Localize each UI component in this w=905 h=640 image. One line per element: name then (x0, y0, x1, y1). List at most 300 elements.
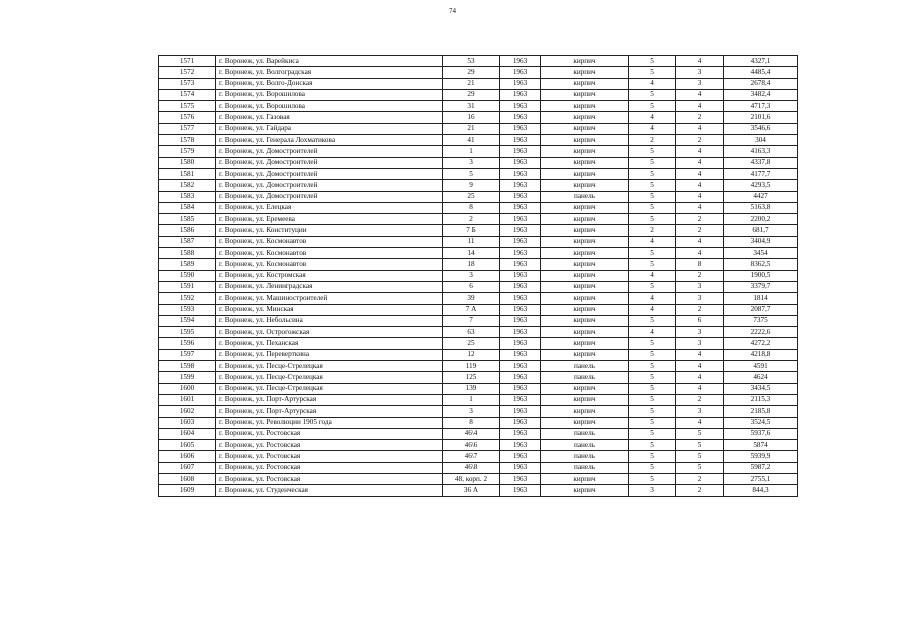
address-cell: г. Воронеж, ул. Машиностроителей (216, 293, 443, 304)
house-number-cell: 5 (443, 168, 500, 179)
house-number-cell: 18 (443, 259, 500, 270)
wall-material-cell: кирпич (541, 327, 629, 338)
entrances-cell: 5 (676, 440, 724, 451)
address-cell: г. Воронеж, ул. Минская (216, 304, 443, 315)
table-row (159, 225, 798, 236)
address-cell: г. Воронеж, ул. Гайдара (216, 123, 443, 134)
table-row (159, 281, 798, 292)
wall-material-cell: кирпич (541, 259, 629, 270)
area-cell: 304 (724, 135, 798, 146)
wall-material-cell: кирпич (541, 281, 629, 292)
row-number-cell: 1574 (159, 89, 216, 100)
area-cell: 1814 (724, 293, 798, 304)
entrances-cell: 4 (676, 236, 724, 247)
row-number-cell: 1606 (159, 451, 216, 462)
entrances-cell: 3 (676, 78, 724, 89)
table-row (159, 327, 798, 338)
row-number-cell: 1578 (159, 135, 216, 146)
house-number-cell: 48, корп. 2 (443, 473, 500, 484)
address-cell: г. Воронеж, ул. Волго-Донская (216, 78, 443, 89)
address-cell: г. Воронеж, ул. Варейкиса (216, 56, 443, 67)
entrances-cell: 4 (676, 123, 724, 134)
floors-cell: 5 (629, 361, 676, 372)
area-cell: 4327,1 (724, 56, 798, 67)
house-number-cell: 39 (443, 293, 500, 304)
address-cell: г. Воронеж, ул. Костромская (216, 270, 443, 281)
wall-material-cell: кирпич (541, 89, 629, 100)
year-built-cell: 1963 (500, 236, 541, 247)
area-cell: 4163,3 (724, 146, 798, 157)
house-number-cell: 3 (443, 157, 500, 168)
floors-cell: 5 (629, 281, 676, 292)
row-number-cell: 1609 (159, 485, 216, 496)
wall-material-cell: кирпич (541, 180, 629, 191)
floors-cell: 5 (629, 315, 676, 326)
address-cell: г. Воронеж, ул. Елецкая (216, 202, 443, 213)
floors-cell: 5 (629, 406, 676, 417)
year-built-cell: 1963 (500, 327, 541, 338)
entrances-cell: 5 (676, 428, 724, 439)
area-cell: 2185,8 (724, 406, 798, 417)
house-number-cell: 2 (443, 214, 500, 225)
floors-cell: 4 (629, 236, 676, 247)
area-cell: 2678,4 (724, 78, 798, 89)
entrances-cell: 4 (676, 191, 724, 202)
area-cell: 5939,9 (724, 451, 798, 462)
area-cell: 4337,8 (724, 157, 798, 168)
row-number-cell: 1586 (159, 225, 216, 236)
house-number-cell: 7 А (443, 304, 500, 315)
floors-cell: 4 (629, 327, 676, 338)
year-built-cell: 1963 (500, 123, 541, 134)
table-row (159, 428, 798, 439)
house-number-cell: 53 (443, 56, 500, 67)
address-cell: г. Воронеж, ул. Ростовская (216, 440, 443, 451)
address-cell: г. Воронеж, ул. Домостроителей (216, 157, 443, 168)
wall-material-cell: кирпич (541, 135, 629, 146)
wall-material-cell: кирпич (541, 473, 629, 484)
table-row (159, 236, 798, 247)
row-number-cell: 1594 (159, 315, 216, 326)
entrances-cell: 3 (676, 281, 724, 292)
entrances-cell: 6 (676, 315, 724, 326)
floors-cell: 5 (629, 428, 676, 439)
table-row (159, 214, 798, 225)
floors-cell: 5 (629, 214, 676, 225)
address-cell: г. Воронеж, ул. Порт-Артурская (216, 406, 443, 417)
row-number-cell: 1608 (159, 473, 216, 484)
row-number-cell: 1599 (159, 372, 216, 383)
row-number-cell: 1571 (159, 56, 216, 67)
table-row (159, 146, 798, 157)
area-cell: 5987,2 (724, 462, 798, 473)
year-built-cell: 1963 (500, 259, 541, 270)
year-built-cell: 1963 (500, 451, 541, 462)
entrances-cell: 4 (676, 383, 724, 394)
table-row (159, 270, 798, 281)
entrances-cell: 8 (676, 259, 724, 270)
row-number-cell: 1601 (159, 394, 216, 405)
floors-cell: 5 (629, 394, 676, 405)
floors-cell: 5 (629, 259, 676, 270)
area-cell: 3379,7 (724, 281, 798, 292)
address-cell: г. Воронеж, ул. Песце-Стрелецкая (216, 361, 443, 372)
year-built-cell: 1963 (500, 440, 541, 451)
wall-material-cell: панель (541, 361, 629, 372)
row-number-cell: 1573 (159, 78, 216, 89)
floors-cell: 4 (629, 78, 676, 89)
year-built-cell: 1963 (500, 180, 541, 191)
table-row (159, 101, 798, 112)
row-number-cell: 1588 (159, 248, 216, 259)
table-row (159, 191, 798, 202)
area-cell: 4272,2 (724, 338, 798, 349)
table-row (159, 168, 798, 179)
floors-cell: 5 (629, 191, 676, 202)
house-number-cell: 21 (443, 78, 500, 89)
wall-material-cell: кирпич (541, 236, 629, 247)
wall-material-cell: кирпич (541, 349, 629, 360)
floors-cell: 2 (629, 225, 676, 236)
table-row (159, 383, 798, 394)
address-cell: г. Воронеж, ул. Переверткина (216, 349, 443, 360)
house-number-cell: 29 (443, 67, 500, 78)
entrances-cell: 4 (676, 168, 724, 179)
house-number-cell: 31 (443, 101, 500, 112)
year-built-cell: 1963 (500, 281, 541, 292)
floors-cell: 2 (629, 135, 676, 146)
address-cell: г. Воронеж, ул. Порт-Артурская (216, 394, 443, 405)
row-number-cell: 1587 (159, 236, 216, 247)
area-cell: 5163,8 (724, 202, 798, 213)
address-cell: г. Воронеж, ул. Ростовская (216, 428, 443, 439)
row-number-cell: 1575 (159, 101, 216, 112)
entrances-cell: 3 (676, 293, 724, 304)
floors-cell: 5 (629, 383, 676, 394)
floors-cell: 5 (629, 89, 676, 100)
table-row (159, 180, 798, 191)
address-cell: г. Воронеж, ул. Волгоградская (216, 67, 443, 78)
row-number-cell: 1577 (159, 123, 216, 134)
floors-cell: 5 (629, 338, 676, 349)
area-cell: 2087,7 (724, 304, 798, 315)
entrances-cell: 4 (676, 157, 724, 168)
address-cell: г. Воронеж, ул. Песце-Стрелецкая (216, 383, 443, 394)
address-cell: г. Воронеж, ул. Домостроителей (216, 180, 443, 191)
year-built-cell: 1963 (500, 462, 541, 473)
area-cell: 2115,3 (724, 394, 798, 405)
row-number-cell: 1589 (159, 259, 216, 270)
wall-material-cell: панель (541, 428, 629, 439)
year-built-cell: 1963 (500, 89, 541, 100)
floors-cell: 4 (629, 270, 676, 281)
floors-cell: 5 (629, 473, 676, 484)
floors-cell: 5 (629, 462, 676, 473)
wall-material-cell: кирпич (541, 225, 629, 236)
area-cell: 3404,9 (724, 236, 798, 247)
area-cell: 681,7 (724, 225, 798, 236)
house-number-cell: 46\7 (443, 451, 500, 462)
wall-material-cell: кирпич (541, 67, 629, 78)
row-number-cell: 1607 (159, 462, 216, 473)
row-number-cell: 1600 (159, 383, 216, 394)
wall-material-cell: кирпич (541, 146, 629, 157)
area-cell: 4218,8 (724, 349, 798, 360)
entrances-cell: 4 (676, 180, 724, 191)
year-built-cell: 1963 (500, 315, 541, 326)
house-number-cell: 25 (443, 338, 500, 349)
table-row (159, 462, 798, 473)
wall-material-cell: кирпич (541, 56, 629, 67)
floors-cell: 5 (629, 157, 676, 168)
entrances-cell: 4 (676, 417, 724, 428)
table-row (159, 157, 798, 168)
floors-cell: 4 (629, 293, 676, 304)
wall-material-cell: кирпич (541, 315, 629, 326)
table-row (159, 248, 798, 259)
address-cell: г. Воронеж, ул. Генерала Лохматикова (216, 135, 443, 146)
house-number-cell: 3 (443, 270, 500, 281)
area-cell: 4427 (724, 191, 798, 202)
year-built-cell: 1963 (500, 146, 541, 157)
area-cell: 2200,2 (724, 214, 798, 225)
row-number-cell: 1592 (159, 293, 216, 304)
year-built-cell: 1963 (500, 406, 541, 417)
table-row (159, 293, 798, 304)
table-row (159, 372, 798, 383)
address-cell: г. Воронеж, ул. Студенческая (216, 485, 443, 496)
area-cell: 844,3 (724, 485, 798, 496)
floors-cell: 5 (629, 349, 676, 360)
entrances-cell: 4 (676, 146, 724, 157)
house-number-cell: 46\8 (443, 462, 500, 473)
area-cell: 3546,6 (724, 123, 798, 134)
year-built-cell: 1963 (500, 394, 541, 405)
wall-material-cell: панель (541, 372, 629, 383)
year-built-cell: 1963 (500, 473, 541, 484)
house-number-cell: 29 (443, 89, 500, 100)
house-number-cell: 7 (443, 315, 500, 326)
floors-cell: 5 (629, 146, 676, 157)
year-built-cell: 1963 (500, 349, 541, 360)
table-row (159, 202, 798, 213)
floors-cell: 3 (629, 485, 676, 496)
wall-material-cell: кирпич (541, 383, 629, 394)
address-cell: г. Воронеж, ул. Ленинградская (216, 281, 443, 292)
row-number-cell: 1605 (159, 440, 216, 451)
table-row (159, 406, 798, 417)
row-number-cell: 1602 (159, 406, 216, 417)
table-row (159, 123, 798, 134)
floors-cell: 5 (629, 202, 676, 213)
address-cell: г. Воронеж, ул. Ворошилова (216, 89, 443, 100)
page-number: 74 (449, 7, 456, 15)
table-row (159, 417, 798, 428)
year-built-cell: 1963 (500, 101, 541, 112)
house-number-cell: 9 (443, 180, 500, 191)
year-built-cell: 1963 (500, 202, 541, 213)
year-built-cell: 1963 (500, 225, 541, 236)
table-row (159, 394, 798, 405)
table-row (159, 135, 798, 146)
address-cell: г. Воронеж, ул. Домостроителей (216, 191, 443, 202)
area-cell: 2222,6 (724, 327, 798, 338)
entrances-cell: 4 (676, 101, 724, 112)
house-number-cell: 63 (443, 327, 500, 338)
area-cell: 4485,4 (724, 67, 798, 78)
table-row (159, 78, 798, 89)
house-number-cell: 139 (443, 383, 500, 394)
row-number-cell: 1596 (159, 338, 216, 349)
house-number-cell: 16 (443, 112, 500, 123)
table-row (159, 315, 798, 326)
wall-material-cell: панель (541, 191, 629, 202)
floors-cell: 5 (629, 67, 676, 78)
table-row (159, 361, 798, 372)
floors-cell: 4 (629, 123, 676, 134)
year-built-cell: 1963 (500, 67, 541, 78)
area-cell: 4177,7 (724, 168, 798, 179)
area-cell: 2101,6 (724, 112, 798, 123)
area-cell: 3482,4 (724, 89, 798, 100)
wall-material-cell: кирпич (541, 157, 629, 168)
row-number-cell: 1591 (159, 281, 216, 292)
entrances-cell: 3 (676, 67, 724, 78)
table-row (159, 112, 798, 123)
row-number-cell: 1576 (159, 112, 216, 123)
entrances-cell: 2 (676, 135, 724, 146)
row-number-cell: 1590 (159, 270, 216, 281)
area-cell: 8362,5 (724, 259, 798, 270)
house-number-cell: 7 Б (443, 225, 500, 236)
entrances-cell: 3 (676, 338, 724, 349)
entrances-cell: 2 (676, 112, 724, 123)
house-number-cell: 6 (443, 281, 500, 292)
house-number-cell: 25 (443, 191, 500, 202)
row-number-cell: 1603 (159, 417, 216, 428)
year-built-cell: 1963 (500, 383, 541, 394)
house-number-cell: 36 А (443, 485, 500, 496)
area-cell: 5874 (724, 440, 798, 451)
house-number-cell: 1 (443, 394, 500, 405)
wall-material-cell: кирпич (541, 270, 629, 281)
area-cell: 2755,1 (724, 473, 798, 484)
area-cell: 7375 (724, 315, 798, 326)
year-built-cell: 1963 (500, 248, 541, 259)
wall-material-cell: кирпич (541, 202, 629, 213)
row-number-cell: 1598 (159, 361, 216, 372)
address-cell: г. Воронеж, ул. Домостроителей (216, 168, 443, 179)
row-number-cell: 1581 (159, 168, 216, 179)
wall-material-cell: кирпич (541, 406, 629, 417)
row-number-cell: 1604 (159, 428, 216, 439)
wall-material-cell: кирпич (541, 123, 629, 134)
entrances-cell: 3 (676, 406, 724, 417)
wall-material-cell: панель (541, 451, 629, 462)
row-number-cell: 1585 (159, 214, 216, 225)
year-built-cell: 1963 (500, 78, 541, 89)
row-number-cell: 1597 (159, 349, 216, 360)
row-number-cell: 1582 (159, 180, 216, 191)
address-cell: г. Воронеж, ул. Революции 1905 года (216, 417, 443, 428)
year-built-cell: 1963 (500, 417, 541, 428)
wall-material-cell: кирпич (541, 248, 629, 259)
year-built-cell: 1963 (500, 191, 541, 202)
wall-material-cell: кирпич (541, 338, 629, 349)
floors-cell: 4 (629, 304, 676, 315)
address-cell: г. Воронеж, ул. Ростовская (216, 473, 443, 484)
house-number-cell: 21 (443, 123, 500, 134)
wall-material-cell: панель (541, 462, 629, 473)
floors-cell: 5 (629, 417, 676, 428)
address-cell: г. Воронеж, ул. Космонавтов (216, 259, 443, 270)
wall-material-cell: кирпич (541, 293, 629, 304)
year-built-cell: 1963 (500, 168, 541, 179)
entrances-cell: 2 (676, 270, 724, 281)
year-built-cell: 1963 (500, 428, 541, 439)
address-cell: г. Воронеж, ул. Ворошилова (216, 101, 443, 112)
floors-cell: 5 (629, 248, 676, 259)
table-row (159, 473, 798, 484)
entrances-cell: 4 (676, 349, 724, 360)
year-built-cell: 1963 (500, 304, 541, 315)
year-built-cell: 1963 (500, 338, 541, 349)
year-built-cell: 1963 (500, 361, 541, 372)
address-cell: г. Воронеж, ул. Ростовская (216, 462, 443, 473)
area-cell: 3454 (724, 248, 798, 259)
housing-registry-table (158, 55, 798, 497)
wall-material-cell: кирпич (541, 112, 629, 123)
table-body (159, 56, 798, 497)
row-number-cell: 1583 (159, 191, 216, 202)
wall-material-cell: кирпич (541, 417, 629, 428)
address-cell: г. Воронеж, ул. Ростовская (216, 451, 443, 462)
floors-cell: 5 (629, 168, 676, 179)
area-cell: 5937,6 (724, 428, 798, 439)
entrances-cell: 2 (676, 225, 724, 236)
house-number-cell: 11 (443, 236, 500, 247)
row-number-cell: 1593 (159, 304, 216, 315)
table-row (159, 259, 798, 270)
floors-cell: 5 (629, 101, 676, 112)
house-number-cell: 1 (443, 146, 500, 157)
area-cell: 4591 (724, 361, 798, 372)
entrances-cell: 4 (676, 361, 724, 372)
floors-cell: 5 (629, 451, 676, 462)
entrances-cell: 2 (676, 485, 724, 496)
house-number-cell: 14 (443, 248, 500, 259)
entrances-cell: 4 (676, 372, 724, 383)
address-cell: г. Воронеж, ул. Конституции (216, 225, 443, 236)
house-number-cell: 125 (443, 372, 500, 383)
entrances-cell: 5 (676, 451, 724, 462)
address-cell: г. Воронеж, ул. Еремеева (216, 214, 443, 225)
year-built-cell: 1963 (500, 485, 541, 496)
house-number-cell: 8 (443, 417, 500, 428)
entrances-cell: 4 (676, 89, 724, 100)
floors-cell: 5 (629, 440, 676, 451)
area-cell: 3524,5 (724, 417, 798, 428)
entrances-cell: 4 (676, 202, 724, 213)
address-cell: г. Воронеж, ул. Песце-Стрелецкая (216, 372, 443, 383)
floors-cell: 5 (629, 56, 676, 67)
table-row (159, 304, 798, 315)
area-cell: 4624 (724, 372, 798, 383)
entrances-cell: 2 (676, 394, 724, 405)
row-number-cell: 1579 (159, 146, 216, 157)
table-row (159, 56, 798, 67)
wall-material-cell: кирпич (541, 394, 629, 405)
